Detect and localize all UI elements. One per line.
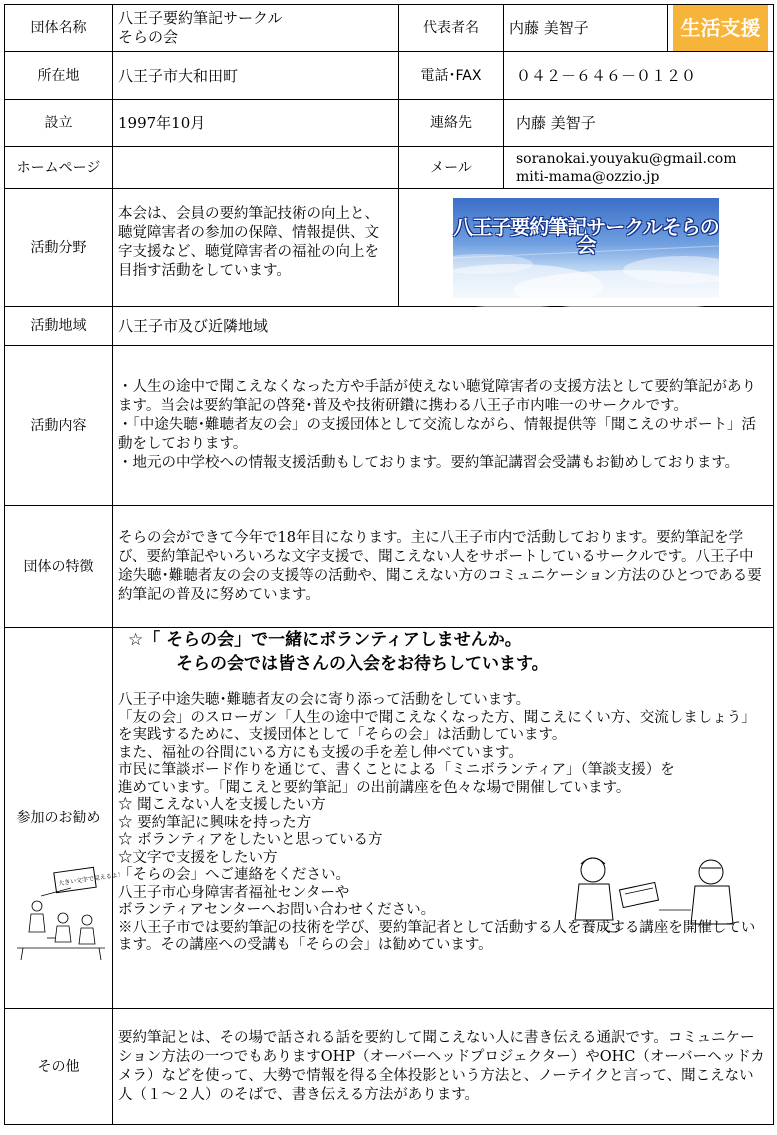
category-badge: 生活支援 xyxy=(673,5,768,51)
content-item-3: ・地元の中学校への情報支援活動もしております。要約筆記講習会受講もお勧めしております。 xyxy=(118,455,740,471)
row-content xyxy=(5,346,774,506)
row-homepage xyxy=(5,147,774,189)
value-established: 1997年10月 xyxy=(113,100,399,147)
profile-table xyxy=(4,4,774,1125)
email-1[interactable]: soranokai.youyaku@gmail.com xyxy=(516,150,737,167)
label-mail: メール xyxy=(399,147,504,189)
banner-image xyxy=(453,198,719,298)
volunteer-illustration xyxy=(11,866,125,962)
value-location: 八王子市大和田町 xyxy=(113,52,399,100)
banner-title: 八王子要約筆記サークルそらの会 xyxy=(453,214,719,257)
value-features xyxy=(113,506,774,628)
label-join: 参加のお勧め xyxy=(16,810,101,826)
label-group-name: 団体名称 xyxy=(5,5,113,52)
join-line-12: ボランティアセンターへお問い合わせください。 xyxy=(118,902,436,918)
join-line-1: 八王子中途失聴･難聴者友の会に寄り添って活動をしています。 xyxy=(118,692,531,708)
value-other xyxy=(113,1009,774,1125)
label-phone-fax: 電話･FAX xyxy=(399,52,504,100)
writing-support-illustration xyxy=(563,850,743,940)
label-content: 活動内容 xyxy=(5,346,113,506)
value-area: 八王子市及び近隣地域 xyxy=(113,307,774,346)
row-area xyxy=(5,307,774,346)
row-features xyxy=(5,506,774,628)
label-homepage: ホームページ xyxy=(5,147,113,189)
label-field: 活動分野 xyxy=(5,189,113,307)
row-field xyxy=(5,189,774,307)
label-area: 活動地域 xyxy=(5,307,113,346)
value-homepage[interactable] xyxy=(113,147,399,189)
features-text: そらの会ができて今年で18年目になります。主に八王子市内で活動しております。要約筆記を学び、要約筆記やいろいろな文字支援で、聞こえない人をサポートしているサークルです。八王子中途失聴･難聴者友の会の支援等の活動や、聞こえない方のコミュニケーション方法のひとつである要約筆記の普及に努めています。 xyxy=(118,529,762,603)
join-line-7: ☆ 要約筆記に興味を持った方 xyxy=(118,814,312,831)
row-established xyxy=(5,100,774,147)
value-join xyxy=(113,628,774,1009)
field-text: 本会は、会員の要約筆記技術の向上と、聴覚障害者の参加の保障、情報提供、文字支援など、聴覚障害者の福祉の向上を目指す活動をしています。 xyxy=(118,206,379,279)
join-line-13: ※八王子市では要約筆記の技術を学び、要約筆記者として活動する人を養成する講座を開催しています。その講座への受講も「そらの会」は勧めています。 xyxy=(118,919,756,953)
join-line-11: 八王子市心身障害者福祉センターや xyxy=(118,884,350,901)
label-other: その他 xyxy=(5,1009,113,1125)
value-phone-fax: ０４２－６４６－０１２０ xyxy=(504,52,774,100)
join-line-5: 進めています。「聞こえと要約筆記」の出前講座を色々な場で開催しています。 xyxy=(118,779,631,796)
join-line-4: 市民に筆談ボード作りを通じて、書くことによる「ミニボランティア」（筆談支援）を xyxy=(118,762,675,778)
join-line-6: ☆ 聞こえない人を支援したい方 xyxy=(118,797,326,813)
join-line-2: 「友の会」のスローガン「人生の途中で聞こえなくなった方、聞こえにくい方、交流しましょう」を実践するために、支援団体として「そらの会」は活動しています。 xyxy=(118,709,756,743)
label-contact: 連絡先 xyxy=(399,100,504,147)
join-line-3: また、福祉の谷間にいる方にも支援の手を差し伸べています。 xyxy=(118,744,523,761)
row-join xyxy=(5,628,774,1009)
value-group-name xyxy=(113,5,399,52)
row-group-name xyxy=(5,5,774,52)
value-mail xyxy=(504,147,774,189)
content-item-1: ・人生の途中で聞こえなくなった方や手話が使えない聴覚障害者の支援方法として要約筆記があります。当会は要約筆記の啓発･普及や技術研鑽に携わる八王子市内唯一のサークルです。 xyxy=(118,379,756,414)
label-join-cell xyxy=(5,628,125,1009)
group-name-line2: そらの会 xyxy=(118,28,179,46)
row-other xyxy=(5,1009,774,1125)
row-location xyxy=(5,52,774,100)
label-representative: 代表者名 xyxy=(399,5,504,52)
join-line-8: ☆ ボランティアをしたいと思っている方 xyxy=(118,832,383,848)
label-features: 団体の特徴 xyxy=(5,506,113,628)
email-2[interactable]: miti-mama@ozzio.jp xyxy=(516,168,660,185)
value-content xyxy=(113,346,774,506)
group-name-line1: 八王子要約筆記サークル xyxy=(118,9,283,27)
label-location: 所在地 xyxy=(5,52,113,100)
label-established: 設立 xyxy=(5,100,113,147)
join-title-line2: そらの会では皆さんの入会をお待ちしています。 xyxy=(176,654,549,674)
value-field xyxy=(113,189,399,307)
join-line-10: 「そらの会」へご連絡をください。 xyxy=(118,867,350,883)
join-title xyxy=(118,628,768,676)
content-item-2: ・「中途失聴･難聴者友の会」の支援団体として交流しながら、情報提供等「聞こえのサポート」活動をしております。 xyxy=(118,417,756,452)
join-line-9: ☆文字で支援をしたい方 xyxy=(118,849,278,866)
category-cell xyxy=(668,5,774,52)
value-contact: 内藤 美智子 xyxy=(504,100,774,147)
illustration-sign: 大きい文字で見えるよ！ xyxy=(57,871,125,888)
other-text: 要約筆記とは、その場で話される話を要約して聞こえない人に書き伝える通訳です。コミュニケーション方法の一つでもありますOHP（オーバーヘッドプロジェクター）やOHC（オーバーヘッドカメラ）などを使って、大勢で情報を得る全体投影という方法と、ノーテイクと言って、聞こえない人（１～２人）のそばで、書き伝える方法があります。 xyxy=(118,1029,765,1103)
join-title-line1: ☆「 そらの会」で一緒にボランティアしませんか。 xyxy=(128,630,522,650)
value-representative: 内藤 美智子 xyxy=(504,5,668,52)
banner-cell xyxy=(399,189,774,307)
